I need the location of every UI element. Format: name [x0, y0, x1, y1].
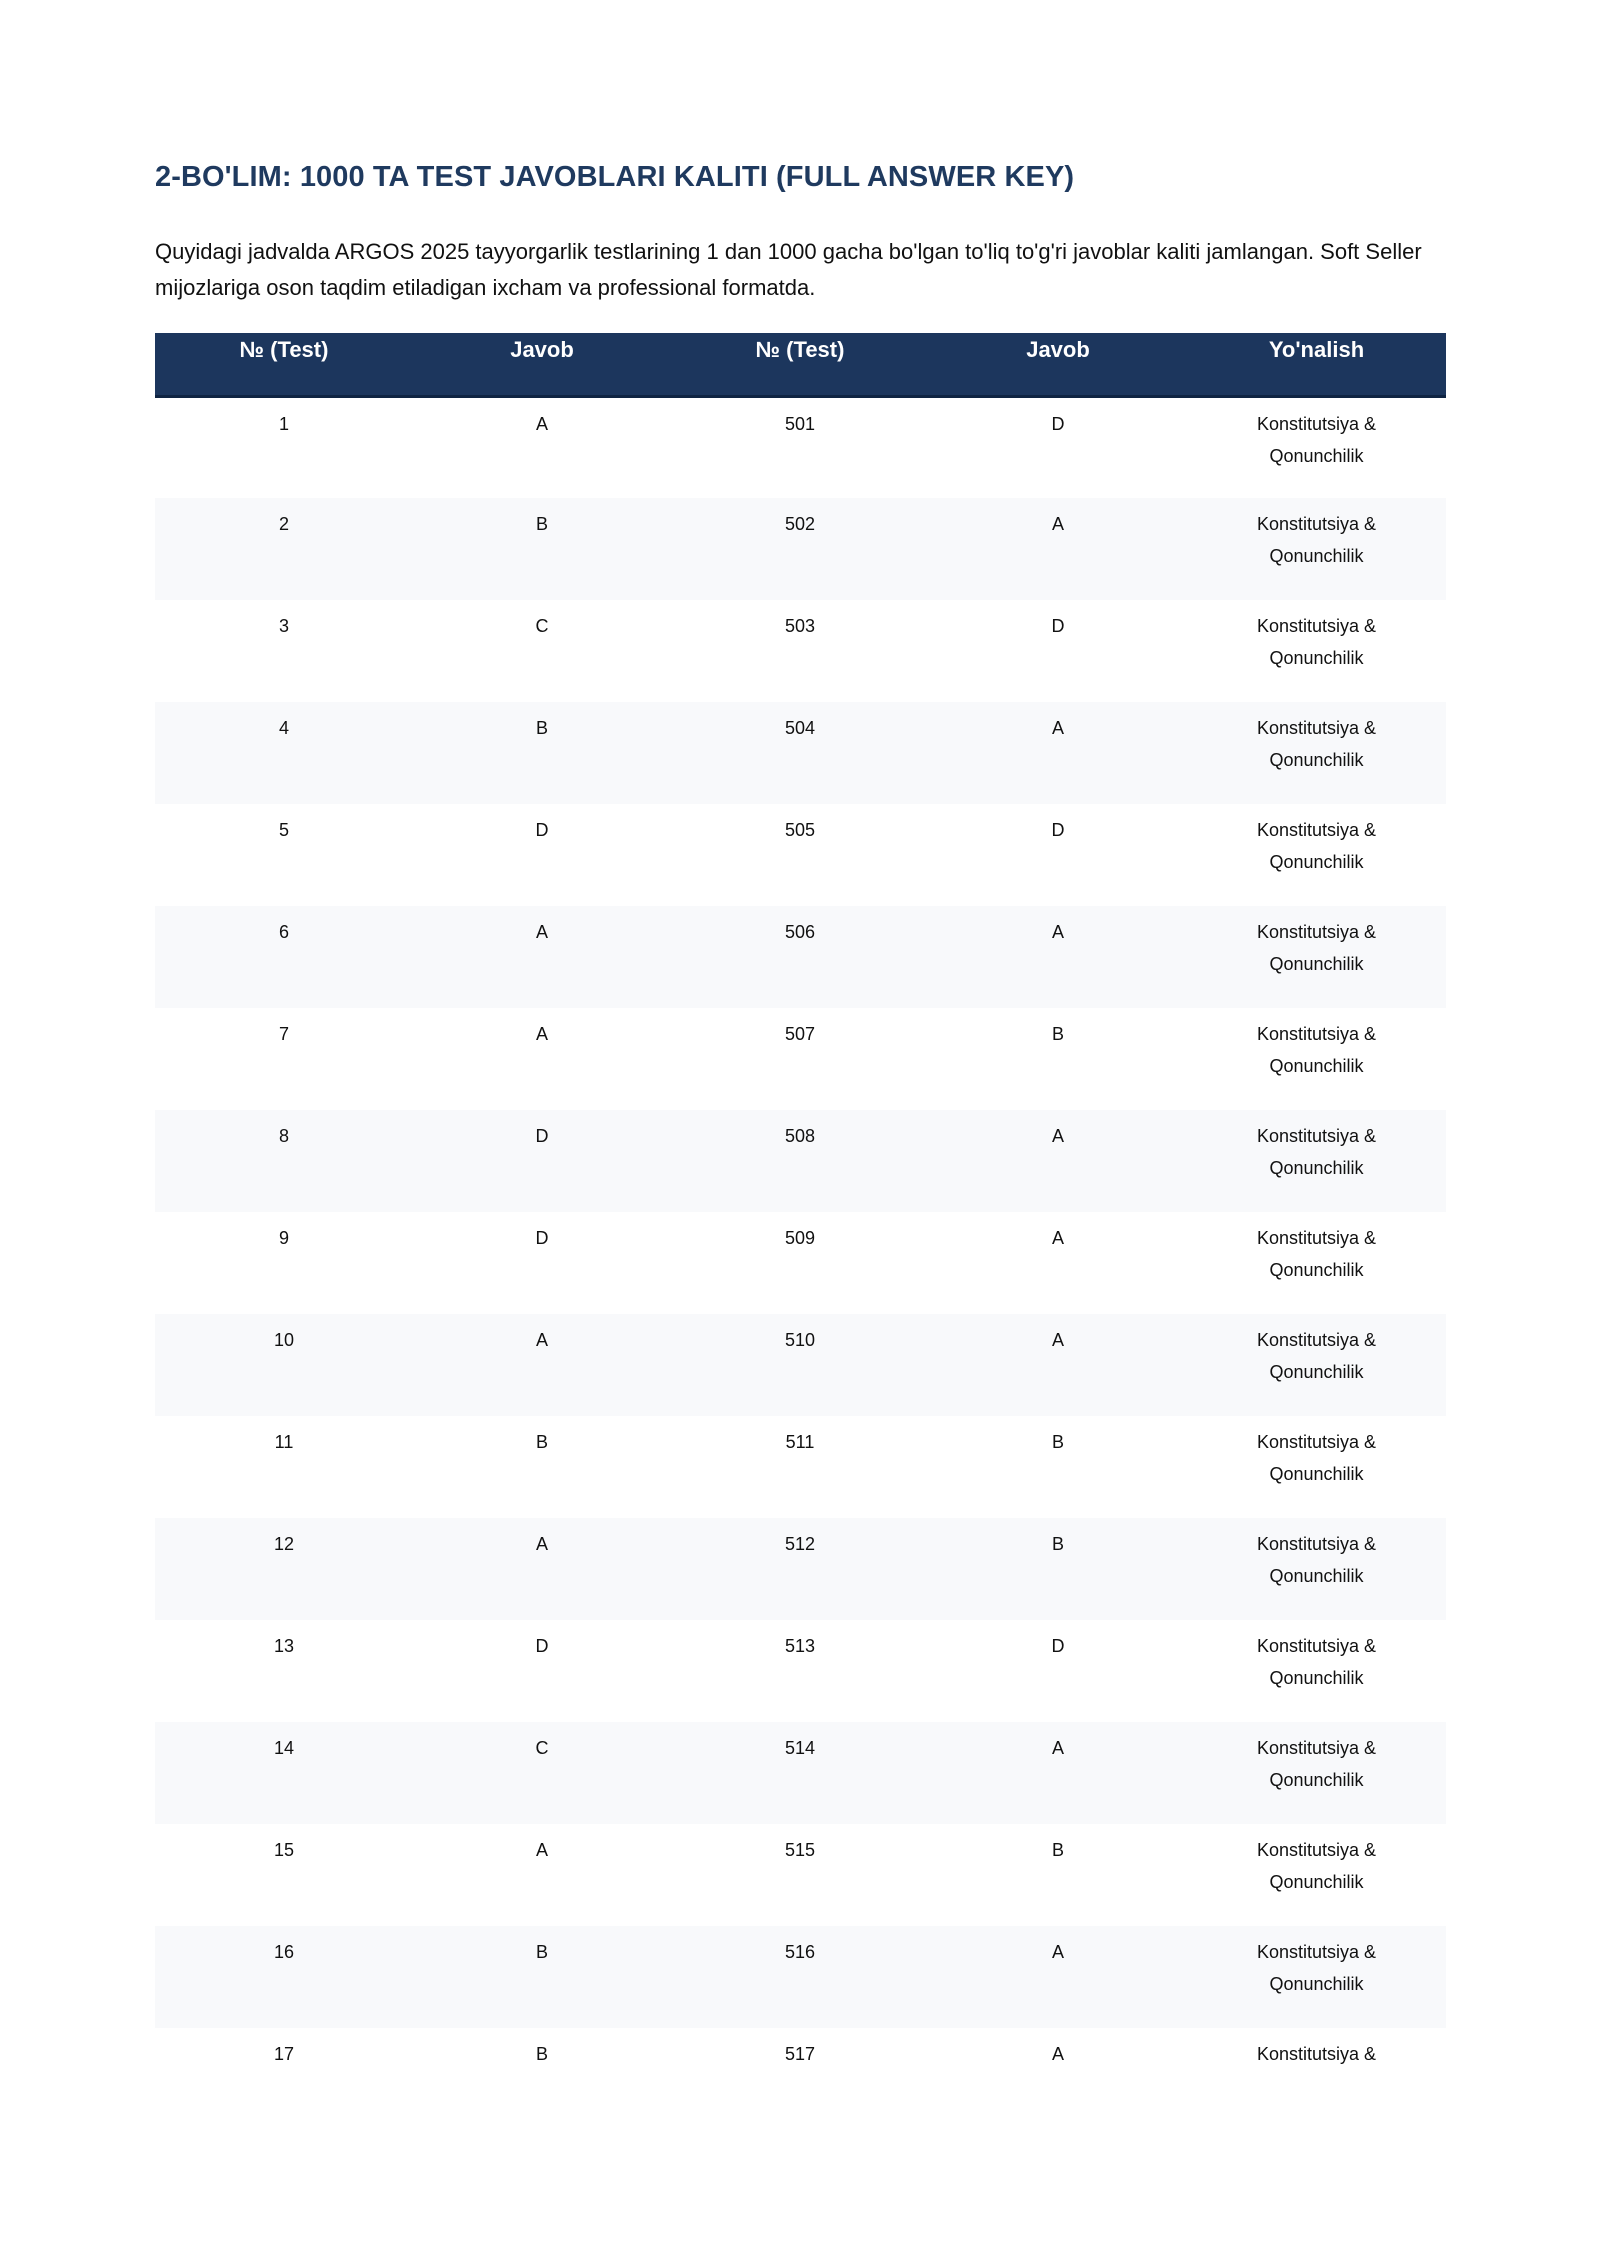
answer-cell: D	[535, 1636, 549, 1656]
answer-cell: A	[535, 1840, 548, 1860]
answer-cell: A	[929, 702, 1187, 804]
table-row	[155, 1212, 1446, 1314]
page-title: 2-BO'LIM: 1000 TA TEST JAVOBLARI KALITI (FULL ANSWER KEY)	[155, 161, 1075, 193]
table-row	[155, 1314, 1446, 1416]
test-number-cell: 8	[155, 1110, 413, 1212]
test-number-cell: 503	[784, 616, 816, 636]
test-number-cell: 505	[784, 820, 816, 840]
answer-cell: B	[413, 702, 671, 804]
table-row	[155, 804, 1446, 906]
test-number-cell: 15	[273, 1840, 295, 1860]
answer-cell: A	[535, 413, 548, 434]
direction-cell	[1187, 1824, 1446, 1926]
direction-text: Konstitutsiya & Qonunchilik	[1256, 1738, 1377, 1790]
answer-cell: A	[535, 1024, 548, 1044]
table-row	[155, 1008, 1446, 1110]
answer-cell: A	[929, 1926, 1187, 2028]
test-number-cell: 4	[155, 702, 413, 804]
direction-text: Konstitutsiya & Qonunchilik	[1256, 514, 1377, 566]
test-number-cell: 515	[784, 1840, 816, 1860]
direction-cell	[1187, 1518, 1446, 1620]
test-number-cell: 517	[784, 2044, 816, 2064]
table-row	[155, 1416, 1446, 1518]
test-number-cell: 9	[278, 1228, 289, 1248]
table-row	[155, 600, 1446, 702]
test-number-cell: 506	[671, 906, 929, 1008]
answer-key-table	[155, 333, 1446, 2130]
test-number-cell: 16	[155, 1926, 413, 2028]
answer-cell: B	[413, 1926, 671, 2028]
direction-text: Konstitutsiya & Qonunchilik	[1256, 1330, 1377, 1382]
test-number-cell: 12	[155, 1518, 413, 1620]
direction-cell	[1187, 1926, 1446, 2028]
answer-cell: D	[1051, 1636, 1065, 1656]
table-row	[155, 498, 1446, 600]
direction-cell	[1187, 1722, 1446, 1824]
test-number-cell: 509	[784, 1228, 816, 1248]
direction-text: Konstitutsiya & Qonunchilik	[1256, 820, 1377, 872]
direction-text: Konstitutsiya & Qonunchilik	[1256, 1636, 1377, 1688]
answer-cell: A	[929, 1110, 1187, 1212]
test-number-cell: 501	[784, 413, 816, 434]
answer-cell: D	[1051, 616, 1065, 636]
answer-cell: A	[929, 498, 1187, 600]
test-number-cell: 6	[155, 906, 413, 1008]
answer-cell: D	[535, 820, 549, 840]
table-row	[155, 1620, 1446, 1722]
direction-cell	[1187, 600, 1446, 702]
intro-paragraph: Quyidagi jadvalda ARGOS 2025 tayyorgarlik testlarining 1 dan 1000 gacha bo'lgan to'liq to'g'ri javoblar kaliti jamlangan. Soft Seller mijozlariga oson taqdim etiladigan ixcham va professional formatda.	[155, 239, 1422, 300]
direction-text: Konstitutsiya & Qonunchilik	[1256, 1432, 1377, 1484]
table-row	[155, 1926, 1446, 2028]
answer-cell: D	[1051, 413, 1065, 434]
direction-cell	[1187, 1416, 1446, 1518]
answer-cell: B	[1051, 1432, 1064, 1452]
test-number-cell: 514	[671, 1722, 929, 1824]
table-row	[155, 906, 1446, 1008]
answer-cell: A	[1051, 2044, 1064, 2064]
answer-cell: D	[535, 1228, 549, 1248]
direction-text: Konstitutsiya & Qonunchilik	[1256, 922, 1377, 974]
test-number-cell: 516	[671, 1926, 929, 2028]
table-row	[155, 396, 1446, 498]
table-row	[155, 1518, 1446, 1620]
answer-cell: A	[929, 1314, 1187, 1416]
direction-text: Konstitutsiya & Qonunchilik	[1256, 616, 1377, 668]
answer-cell: B	[929, 1518, 1187, 1620]
direction-text: Konstitutsiya & Qonunchilik	[1256, 413, 1377, 466]
direction-text: Konstitutsiya & Qonunchilik	[1256, 718, 1377, 770]
header-direction: Yo'nalish	[1187, 333, 1446, 396]
test-number-cell: 5	[278, 820, 289, 840]
test-number-cell: 502	[671, 498, 929, 600]
direction-text: Konstitutsiya & Qonunchilik	[1256, 1024, 1377, 1076]
direction-cell	[1187, 396, 1446, 498]
direction-cell	[1187, 1314, 1446, 1416]
answer-cell: C	[535, 616, 549, 636]
direction-cell	[1187, 1110, 1446, 1212]
answer-cell: A	[413, 1314, 671, 1416]
direction-text: Konstitutsiya & Qonunchilik	[1256, 1126, 1377, 1178]
direction-text: Konstitutsiya & Qonunchilik	[1256, 1228, 1377, 1280]
table-header	[155, 333, 1446, 396]
answer-cell: D	[1051, 820, 1065, 840]
table-row	[155, 1110, 1446, 1212]
test-number-cell: 504	[671, 702, 929, 804]
answer-cell: A	[413, 906, 671, 1008]
test-number-cell: 513	[784, 1636, 816, 1656]
test-number-cell: 510	[671, 1314, 929, 1416]
test-number-cell: 2	[155, 498, 413, 600]
direction-cell	[1187, 804, 1446, 906]
header-answer-left: Javob	[413, 333, 671, 396]
table-row	[155, 2028, 1446, 2130]
header-row	[155, 333, 1446, 396]
test-number-cell: 507	[784, 1024, 816, 1044]
header-test-number-left: № (Test)	[155, 333, 413, 396]
test-number-cell: 512	[671, 1518, 929, 1620]
direction-cell	[1187, 1212, 1446, 1314]
direction-cell	[1187, 702, 1446, 804]
answer-cell: B	[535, 2044, 548, 2064]
direction-cell	[1187, 906, 1446, 1008]
test-number-cell: 3	[278, 616, 289, 636]
answer-cell: B	[413, 498, 671, 600]
direction-text: Konstitutsiya & Qonunchilik	[1256, 1840, 1377, 1892]
direction-text: Konstitutsiya &	[1256, 2044, 1377, 2064]
direction-text: Konstitutsiya & Qonunchilik	[1256, 1942, 1377, 1994]
test-number-cell: 511	[785, 1432, 815, 1452]
test-number-cell: 1	[278, 413, 289, 434]
table-row	[155, 702, 1446, 804]
test-number-cell: 17	[273, 2044, 295, 2064]
direction-text: Konstitutsiya & Qonunchilik	[1256, 1534, 1377, 1586]
direction-cell	[1187, 498, 1446, 600]
direction-cell	[1187, 2028, 1446, 2130]
answer-cell: A	[929, 1722, 1187, 1824]
test-number-cell: 10	[155, 1314, 413, 1416]
table-row	[155, 1824, 1446, 1926]
answer-cell: B	[1051, 1024, 1064, 1044]
answer-cell: C	[413, 1722, 671, 1824]
table-row	[155, 1722, 1446, 1824]
test-number-cell: 14	[155, 1722, 413, 1824]
header-answer-right: Javob	[929, 333, 1187, 396]
direction-cell	[1187, 1620, 1446, 1722]
document-page	[155, 150, 1446, 2064]
test-number-cell: 13	[273, 1636, 295, 1656]
test-number-cell: 7	[278, 1024, 289, 1044]
answer-cell: D	[413, 1110, 671, 1212]
answer-cell: A	[1051, 1228, 1064, 1248]
direction-cell	[1187, 1008, 1446, 1110]
answer-cell: B	[1051, 1840, 1064, 1860]
answer-cell: A	[413, 1518, 671, 1620]
header-test-number-right: № (Test)	[671, 333, 929, 396]
answer-cell: A	[929, 906, 1187, 1008]
answer-cell: B	[535, 1432, 548, 1452]
test-number-cell: 11	[274, 1432, 294, 1452]
test-number-cell: 508	[671, 1110, 929, 1212]
table-body	[155, 396, 1446, 2130]
